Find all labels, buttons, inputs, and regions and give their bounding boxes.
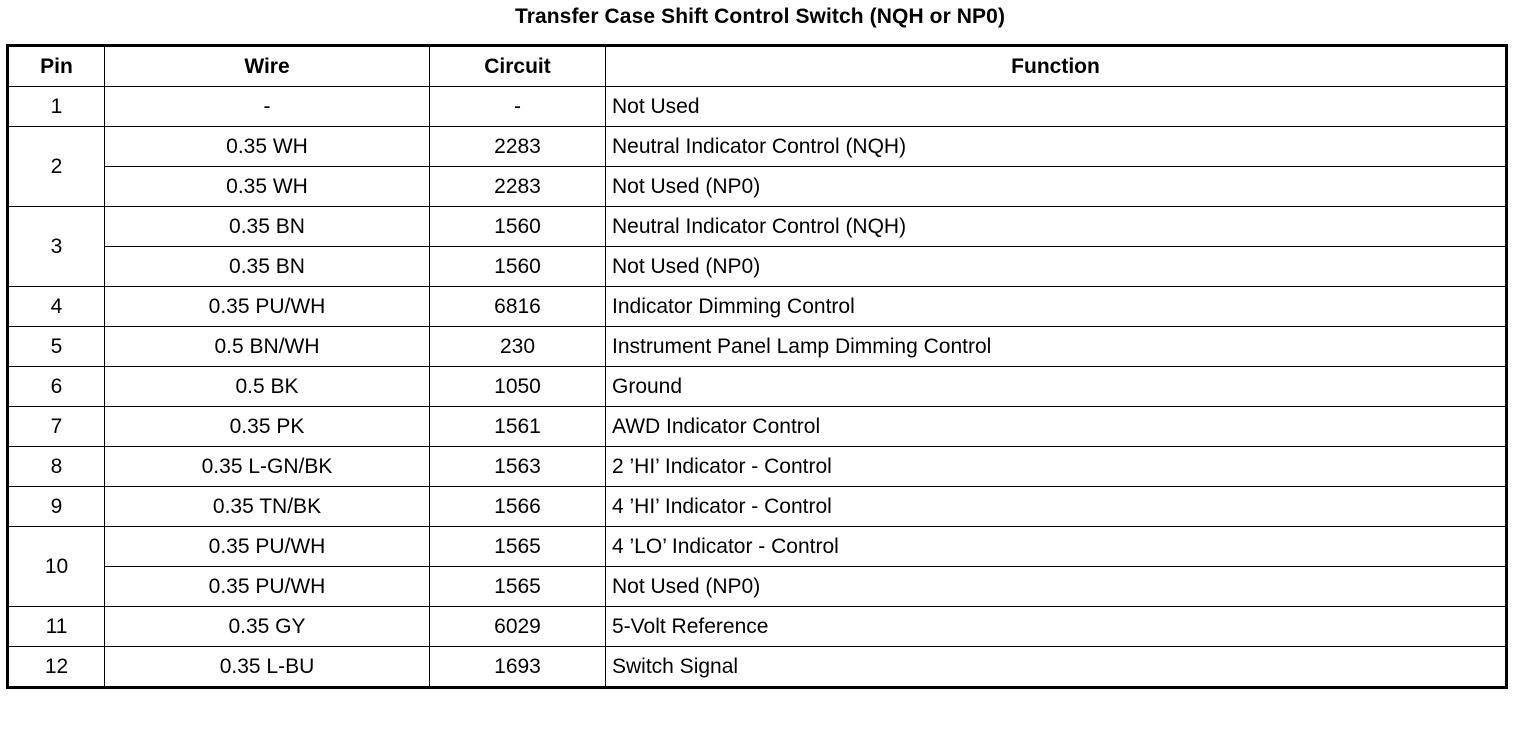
table-row bbox=[8, 367, 1507, 407]
table-row bbox=[8, 287, 1507, 327]
wire-cell: 0.35 PU/WH bbox=[105, 567, 430, 607]
wire-cell: 0.5 BN/WH bbox=[105, 327, 430, 367]
pin-cell: 6 bbox=[8, 367, 105, 407]
column-header-wire: Wire bbox=[105, 46, 430, 87]
wire-cell: 0.5 BK bbox=[105, 367, 430, 407]
wire-cell: 0.35 PU/WH bbox=[105, 287, 430, 327]
table-row bbox=[8, 567, 1507, 607]
pin-cell: 7 bbox=[8, 407, 105, 447]
pin-cell: 10 bbox=[8, 527, 105, 607]
table-row bbox=[8, 447, 1507, 487]
table-body bbox=[8, 87, 1507, 688]
pin-cell: 5 bbox=[8, 327, 105, 367]
function-cell: Not Used (NP0) bbox=[606, 247, 1507, 287]
table-row bbox=[8, 527, 1507, 567]
pin-cell: 11 bbox=[8, 607, 105, 647]
wire-cell: 0.35 PK bbox=[105, 407, 430, 447]
table-header bbox=[8, 46, 1507, 87]
pin-cell: 4 bbox=[8, 287, 105, 327]
column-header-function: Function bbox=[606, 46, 1507, 87]
column-header-circuit: Circuit bbox=[430, 46, 606, 87]
function-cell: AWD Indicator Control bbox=[606, 407, 1507, 447]
pin-cell: 8 bbox=[8, 447, 105, 487]
table-row bbox=[8, 167, 1507, 207]
circuit-cell: 1563 bbox=[430, 447, 606, 487]
circuit-cell: 1565 bbox=[430, 527, 606, 567]
function-cell: Switch Signal bbox=[606, 647, 1507, 688]
function-cell: Neutral Indicator Control (NQH) bbox=[606, 127, 1507, 167]
table-row bbox=[8, 327, 1507, 367]
wire-cell: 0.35 WH bbox=[105, 167, 430, 207]
connector-pinout-table bbox=[6, 44, 1508, 689]
circuit-cell: 6816 bbox=[430, 287, 606, 327]
table-row bbox=[8, 87, 1507, 127]
circuit-cell: 1693 bbox=[430, 647, 606, 688]
wire-cell: 0.35 PU/WH bbox=[105, 527, 430, 567]
wire-cell: 0.35 L-BU bbox=[105, 647, 430, 688]
circuit-cell: 230 bbox=[430, 327, 606, 367]
pin-cell: 12 bbox=[8, 647, 105, 688]
table-row bbox=[8, 247, 1507, 287]
circuit-cell: 6029 bbox=[430, 607, 606, 647]
table-row bbox=[8, 647, 1507, 688]
circuit-cell: 1561 bbox=[430, 407, 606, 447]
function-cell: Indicator Dimming Control bbox=[606, 287, 1507, 327]
wire-cell: 0.35 GY bbox=[105, 607, 430, 647]
column-header-pin: Pin bbox=[8, 46, 105, 87]
table-row bbox=[8, 407, 1507, 447]
wire-cell: 0.35 WH bbox=[105, 127, 430, 167]
function-cell: Neutral Indicator Control (NQH) bbox=[606, 207, 1507, 247]
table-row bbox=[8, 207, 1507, 247]
pin-cell: 2 bbox=[8, 127, 105, 207]
function-cell: Instrument Panel Lamp Dimming Control bbox=[606, 327, 1507, 367]
table-row bbox=[8, 607, 1507, 647]
pin-cell: 1 bbox=[8, 87, 105, 127]
page-title: Transfer Case Shift Control Switch (NQH or NP0) bbox=[514, 5, 1006, 28]
circuit-cell: 1566 bbox=[430, 487, 606, 527]
circuit-cell: 1560 bbox=[430, 247, 606, 287]
wire-cell: 0.35 TN/BK bbox=[105, 487, 430, 527]
wire-cell: 0.35 BN bbox=[105, 207, 430, 247]
circuit-cell: - bbox=[430, 87, 606, 127]
wire-cell: 0.35 L-GN/BK bbox=[105, 447, 430, 487]
pin-cell: 9 bbox=[8, 487, 105, 527]
header-row bbox=[8, 46, 1507, 87]
function-cell: Not Used bbox=[606, 87, 1507, 127]
function-cell: 4 ’HI’ Indicator - Control bbox=[606, 487, 1507, 527]
function-cell: Ground bbox=[606, 367, 1507, 407]
function-cell: 2 ’HI’ Indicator - Control bbox=[606, 447, 1507, 487]
function-cell: Not Used (NP0) bbox=[606, 167, 1507, 207]
circuit-cell: 2283 bbox=[430, 167, 606, 207]
wire-cell: 0.35 BN bbox=[105, 247, 430, 287]
function-cell: 4 ’LO’ Indicator - Control bbox=[606, 527, 1507, 567]
function-cell: Not Used (NP0) bbox=[606, 567, 1507, 607]
circuit-cell: 1565 bbox=[430, 567, 606, 607]
circuit-cell: 1560 bbox=[430, 207, 606, 247]
circuit-cell: 2283 bbox=[430, 127, 606, 167]
wire-cell: - bbox=[105, 87, 430, 127]
pin-cell: 3 bbox=[8, 207, 105, 287]
circuit-cell: 1050 bbox=[430, 367, 606, 407]
table-row bbox=[8, 127, 1507, 167]
table-row bbox=[8, 487, 1507, 527]
function-cell: 5-Volt Reference bbox=[606, 607, 1507, 647]
